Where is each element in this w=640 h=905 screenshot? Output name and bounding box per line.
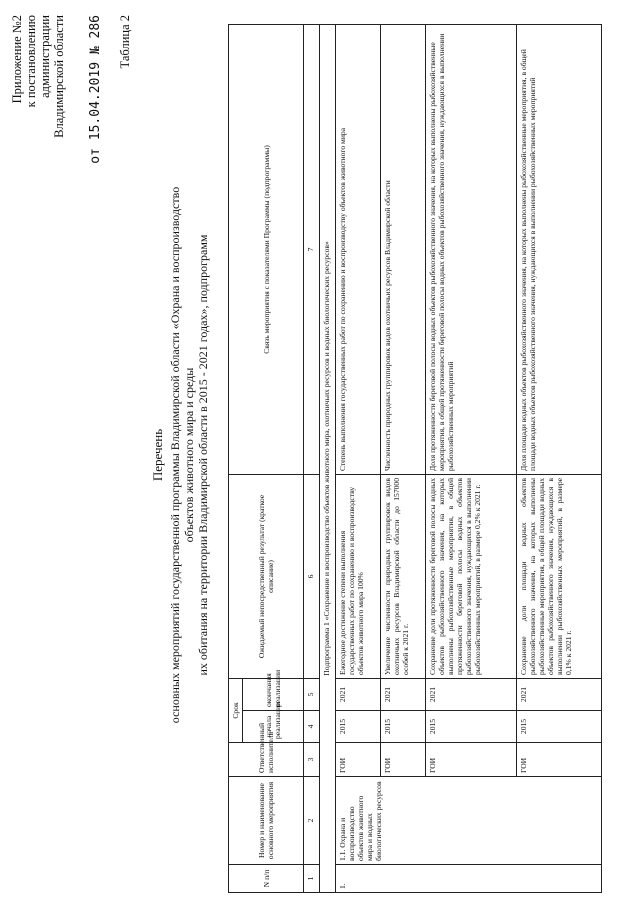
row-result: Ежегодное достижение степени выполнения государственных работ по сохранению и воспроизводству объектов животного мира 100% [336,474,381,678]
measures-table [228,24,602,893]
appendix-block [10,15,66,185]
appendix-line: администрации [38,15,52,98]
header-link: Связь мероприятия с показателями Программы (подпрограммы) [229,24,304,474]
table-row [381,24,426,892]
row-link: Доля протяженности береговой полосы водных объектов рыбохозяйственного значения, на которых выполнены рыбохозяйственные мероприятия, в общей протяженности береговой полосы водных объектов рыбохозяйственного значения, нуждающихся в выполнении рыбохозяйственных мероприятий [426,24,517,474]
column-number: 3 [304,743,320,777]
column-number: 6 [304,474,320,678]
header-num: N п/п [229,865,304,893]
header-responsible: Ответственный исполнитель [229,743,304,777]
appendix-line: к постановлению [24,15,38,108]
row-responsible: ГОИ [426,743,517,777]
column-number: 2 [304,777,320,865]
row-num: 1. [336,865,602,893]
table-row [426,24,517,892]
row-responsible: ГОИ [336,743,381,777]
subprogram-title: Подпрограмма 1 «Сохранение и воспроизводство объектов животного мира, охотничьих ресурсов и водных биологических ресурсов» [320,24,336,892]
document-title [150,175,210,735]
row-start: 2015 [426,711,517,743]
row-link: Доля площади водных объектов рыбохозяйственного значения, на которых выполнены рыбохозяйственные мероприятия, в общей площади водных объектов рыбохозяйственного значения, нуждающихся в выполнении рыбохозяйственных мероприятий [517,24,602,474]
header-row [229,24,243,892]
appendix-line: Владимирской области [52,15,66,138]
header-start: начала реализации [243,711,304,743]
row-start: 2015 [336,711,381,743]
column-number: 5 [304,678,320,710]
title-main: Перечень [150,428,165,482]
title-line: основных мероприятий государственной программы Владимирской области «Охрана и воспроизводство объектов животного мира и среды [168,186,196,724]
column-number: 1 [304,865,320,893]
row-start: 2015 [381,711,426,743]
header-result: Ожидаемый непосредственный результат (краткое описание) [229,474,304,678]
row-responsible: ГОИ [517,743,602,777]
decree-date-number: от 15.04.2019 № 286 [88,15,103,164]
row-result: Увеличение численности природных группировок видов охотничьих ресурсов Владимирской области до 157000 особей к 2021 г. [381,474,426,678]
row-end: 2021 [517,678,602,710]
row-responsible: ГОИ [381,743,426,777]
header-end: окончания реализации [243,678,304,710]
column-number-row [304,24,320,892]
row-end: 2021 [336,678,381,710]
row-start: 2015 [517,711,602,743]
table-row [517,24,602,892]
row-result: Сохранение доли площади водных объектов рыбохозяйственного значения, на которых выполнены рыбохозяйственные мероприятия, в общей площади водных объектов рыбохозяйственного значения, нуждающихся в выполнении рыбохозяйственных мероприятий, в размере 0,1% к 2021 г. [517,474,602,678]
row-end: 2021 [426,678,517,710]
column-number: 7 [304,24,320,474]
column-number: 4 [304,711,320,743]
row-link: Численность природных группировок видов охотничьих ресурсов Владимирской области [381,24,426,474]
appendix-line: Приложение №2 [10,15,24,104]
row-result: Сохранение доли протяженности береговой полосы водных объектов рыбохозяйственного значения, на которых выполнены рыбохозяйственные мероприятия, в общей протяженности береговой полосы водных объектов рыбохозяйственного значения, нуждающихся в выполнении рыбохозяйственных мероприятий, в размере 0,2% к 2021 г. [426,474,517,678]
subprogram-row [320,24,336,892]
table-row [336,24,381,892]
row-name: 1.1. Охрана и воспроизводство объектов животного мира и водных биологических ресурсов [336,777,602,865]
title-line: их обитания на территории Владимирской области в 2015 - 2021 годах», подпрограмм [196,234,210,676]
row-end: 2021 [381,678,426,710]
header-name: Номер и наименование основного мероприятия [229,777,304,865]
row-link: Степень выполнения государственных работ по сохранению и воспроизводству объектов животного мира [336,24,381,474]
header-term: Срок [229,678,243,742]
table-number: Таблица 2 [118,15,132,69]
